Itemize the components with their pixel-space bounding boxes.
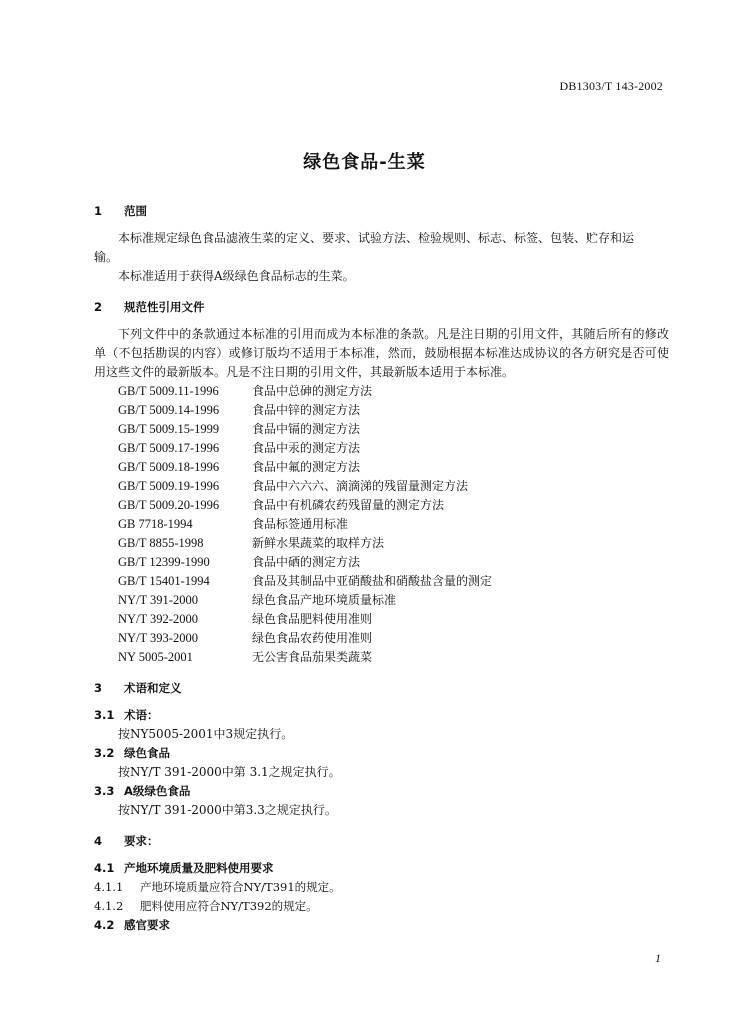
page-number: 1	[655, 951, 661, 965]
subsection-text: 肥料使用应符合NY/T392的规定。	[140, 899, 318, 913]
section-title: 范围	[124, 204, 147, 218]
subsection-title: A级绿色食品	[124, 784, 191, 798]
section-number: 1	[94, 204, 103, 218]
normative-references-list	[94, 382, 669, 667]
reference-code: GB/T 5009.17-1996	[118, 441, 220, 455]
reference-code: GB/T 15401-1994	[118, 574, 210, 588]
section-1-paragraph-1: 本标准规定绿色食品滤液生菜的定义、要求、试验方法、检验规则、标志、标签、包装、贮存和运	[118, 231, 635, 245]
reference-code: NY 5005-2001	[118, 650, 193, 664]
subsection-number: 3.3	[94, 784, 115, 798]
reference-row	[118, 610, 669, 629]
subsection-title: 绿色食品	[124, 746, 170, 760]
subsection-3-3-heading	[94, 782, 669, 801]
section-number: 2	[94, 300, 103, 314]
subsection-title: 感官要求	[124, 918, 170, 932]
reference-title: 新鲜水果蔬菜的取样方法	[252, 536, 385, 550]
subsection-title: 术语：	[124, 708, 159, 722]
section-2-paragraph: 下列文件中的条款通过本标准的引用而成为本标准的条款。凡是注日期的引用文件，其随后所有的修改单（不包括勘误的内容）或修订版均不适用于本标准，然而，鼓励根据本标准达成协议的各方研究是否可使用这些文件的最新版本。凡是不注日期的引用文件，其最新版本适用于本标准。	[94, 327, 669, 379]
reference-code: GB/T 5009.18-1996	[118, 460, 220, 474]
reference-code: GB/T 5009.11-1996	[118, 384, 219, 398]
section-1-heading	[94, 202, 669, 221]
section-3-heading	[94, 679, 669, 698]
subsection-text: 产地环境质量应符合NY/T391的规定。	[140, 880, 341, 894]
subsection-4-1-1	[94, 878, 669, 897]
reference-title: 绿色食品农药使用准则	[252, 631, 373, 645]
subsection-3-3-text: 按NY/T 391-2000中第3.3之规定执行。	[118, 803, 337, 817]
reference-row	[118, 401, 669, 420]
reference-row	[118, 534, 669, 553]
subsection-number: 4.2	[94, 918, 115, 932]
subsection-3-1-text: 按NY5005-2001中3规定执行。	[118, 727, 294, 741]
reference-title: 食品中镉的测定方法	[252, 422, 361, 436]
reference-title: 食品及其制品中亚硝酸盐和硝酸盐含量的测定	[252, 574, 493, 588]
reference-code: GB/T 5009.19-1996	[118, 479, 220, 493]
subsection-4-1-2	[94, 897, 669, 916]
subsection-3-2-text: 按NY/T 391-2000中第 3.1之规定执行。	[118, 765, 341, 779]
subsection-number: 4.1.1	[94, 880, 124, 894]
section-number: 4	[94, 834, 103, 848]
subsection-number: 4.1.2	[94, 899, 124, 913]
section-title: 规范性引用文件	[124, 300, 205, 314]
reference-row	[118, 591, 669, 610]
reference-row	[118, 648, 669, 667]
document-title: 绿色食品-生菜	[303, 152, 426, 173]
reference-title: 绿色食品肥料使用准则	[252, 612, 373, 626]
document-body	[94, 202, 669, 935]
reference-code: GB 7718-1994	[118, 517, 193, 531]
reference-title: 无公害食品茄果类蔬菜	[252, 650, 373, 664]
standard-code: DB1303/T 143-2002	[559, 79, 663, 93]
reference-title: 食品中氟的测定方法	[252, 460, 361, 474]
section-4-heading	[94, 832, 669, 851]
reference-title: 食品中六六六、滴滴涕的残留量测定方法	[252, 479, 469, 493]
reference-row	[118, 572, 669, 591]
reference-code: GB/T 8855-1998	[118, 536, 204, 550]
reference-title: 食品标签通用标准	[252, 517, 349, 531]
section-2-heading	[94, 298, 669, 317]
reference-code: NY/T 393-2000	[118, 631, 198, 645]
subsection-number: 3.1	[94, 708, 115, 722]
subsection-number: 3.2	[94, 746, 115, 760]
section-title: 术语和定义	[124, 681, 182, 695]
subsection-3-2-heading	[94, 744, 669, 763]
reference-code: GB/T 12399-1990	[118, 555, 210, 569]
section-1-paragraph-1-end: 输。	[94, 250, 119, 264]
reference-row	[118, 420, 669, 439]
reference-code: NY/T 391-2000	[118, 593, 198, 607]
section-1-paragraph-2: 本标准适用于获得A级绿色食品标志的生菜。	[118, 269, 355, 283]
subsection-number: 4.1	[94, 861, 115, 875]
reference-row	[118, 515, 669, 534]
subsection-4-2-heading	[94, 916, 669, 935]
reference-row	[118, 553, 669, 572]
reference-row	[118, 629, 669, 648]
reference-row	[118, 439, 669, 458]
reference-title: 食品中锌的测定方法	[252, 403, 361, 417]
reference-code: NY/T 392-2000	[118, 612, 198, 626]
reference-row	[118, 477, 669, 496]
reference-title: 绿色食品产地环境质量标准	[252, 593, 397, 607]
reference-code: GB/T 5009.14-1996	[118, 403, 220, 417]
reference-row	[118, 458, 669, 477]
reference-title: 食品中有机磷农药残留量的测定方法	[252, 498, 445, 512]
section-title: 要求：	[124, 834, 159, 848]
reference-title: 食品中总砷的测定方法	[252, 384, 373, 398]
subsection-3-1-heading	[94, 706, 669, 725]
subsection-title: 产地环境质量及肥料使用要求	[124, 861, 274, 875]
reference-row	[118, 382, 669, 401]
reference-code: GB/T 5009.15-1999	[118, 422, 220, 436]
reference-row	[118, 496, 669, 515]
reference-code: GB/T 5009.20-1996	[118, 498, 220, 512]
reference-title: 食品中硒的测定方法	[252, 555, 361, 569]
section-number: 3	[94, 681, 103, 695]
reference-title: 食品中汞的测定方法	[252, 441, 361, 455]
subsection-4-1-heading	[94, 859, 669, 878]
